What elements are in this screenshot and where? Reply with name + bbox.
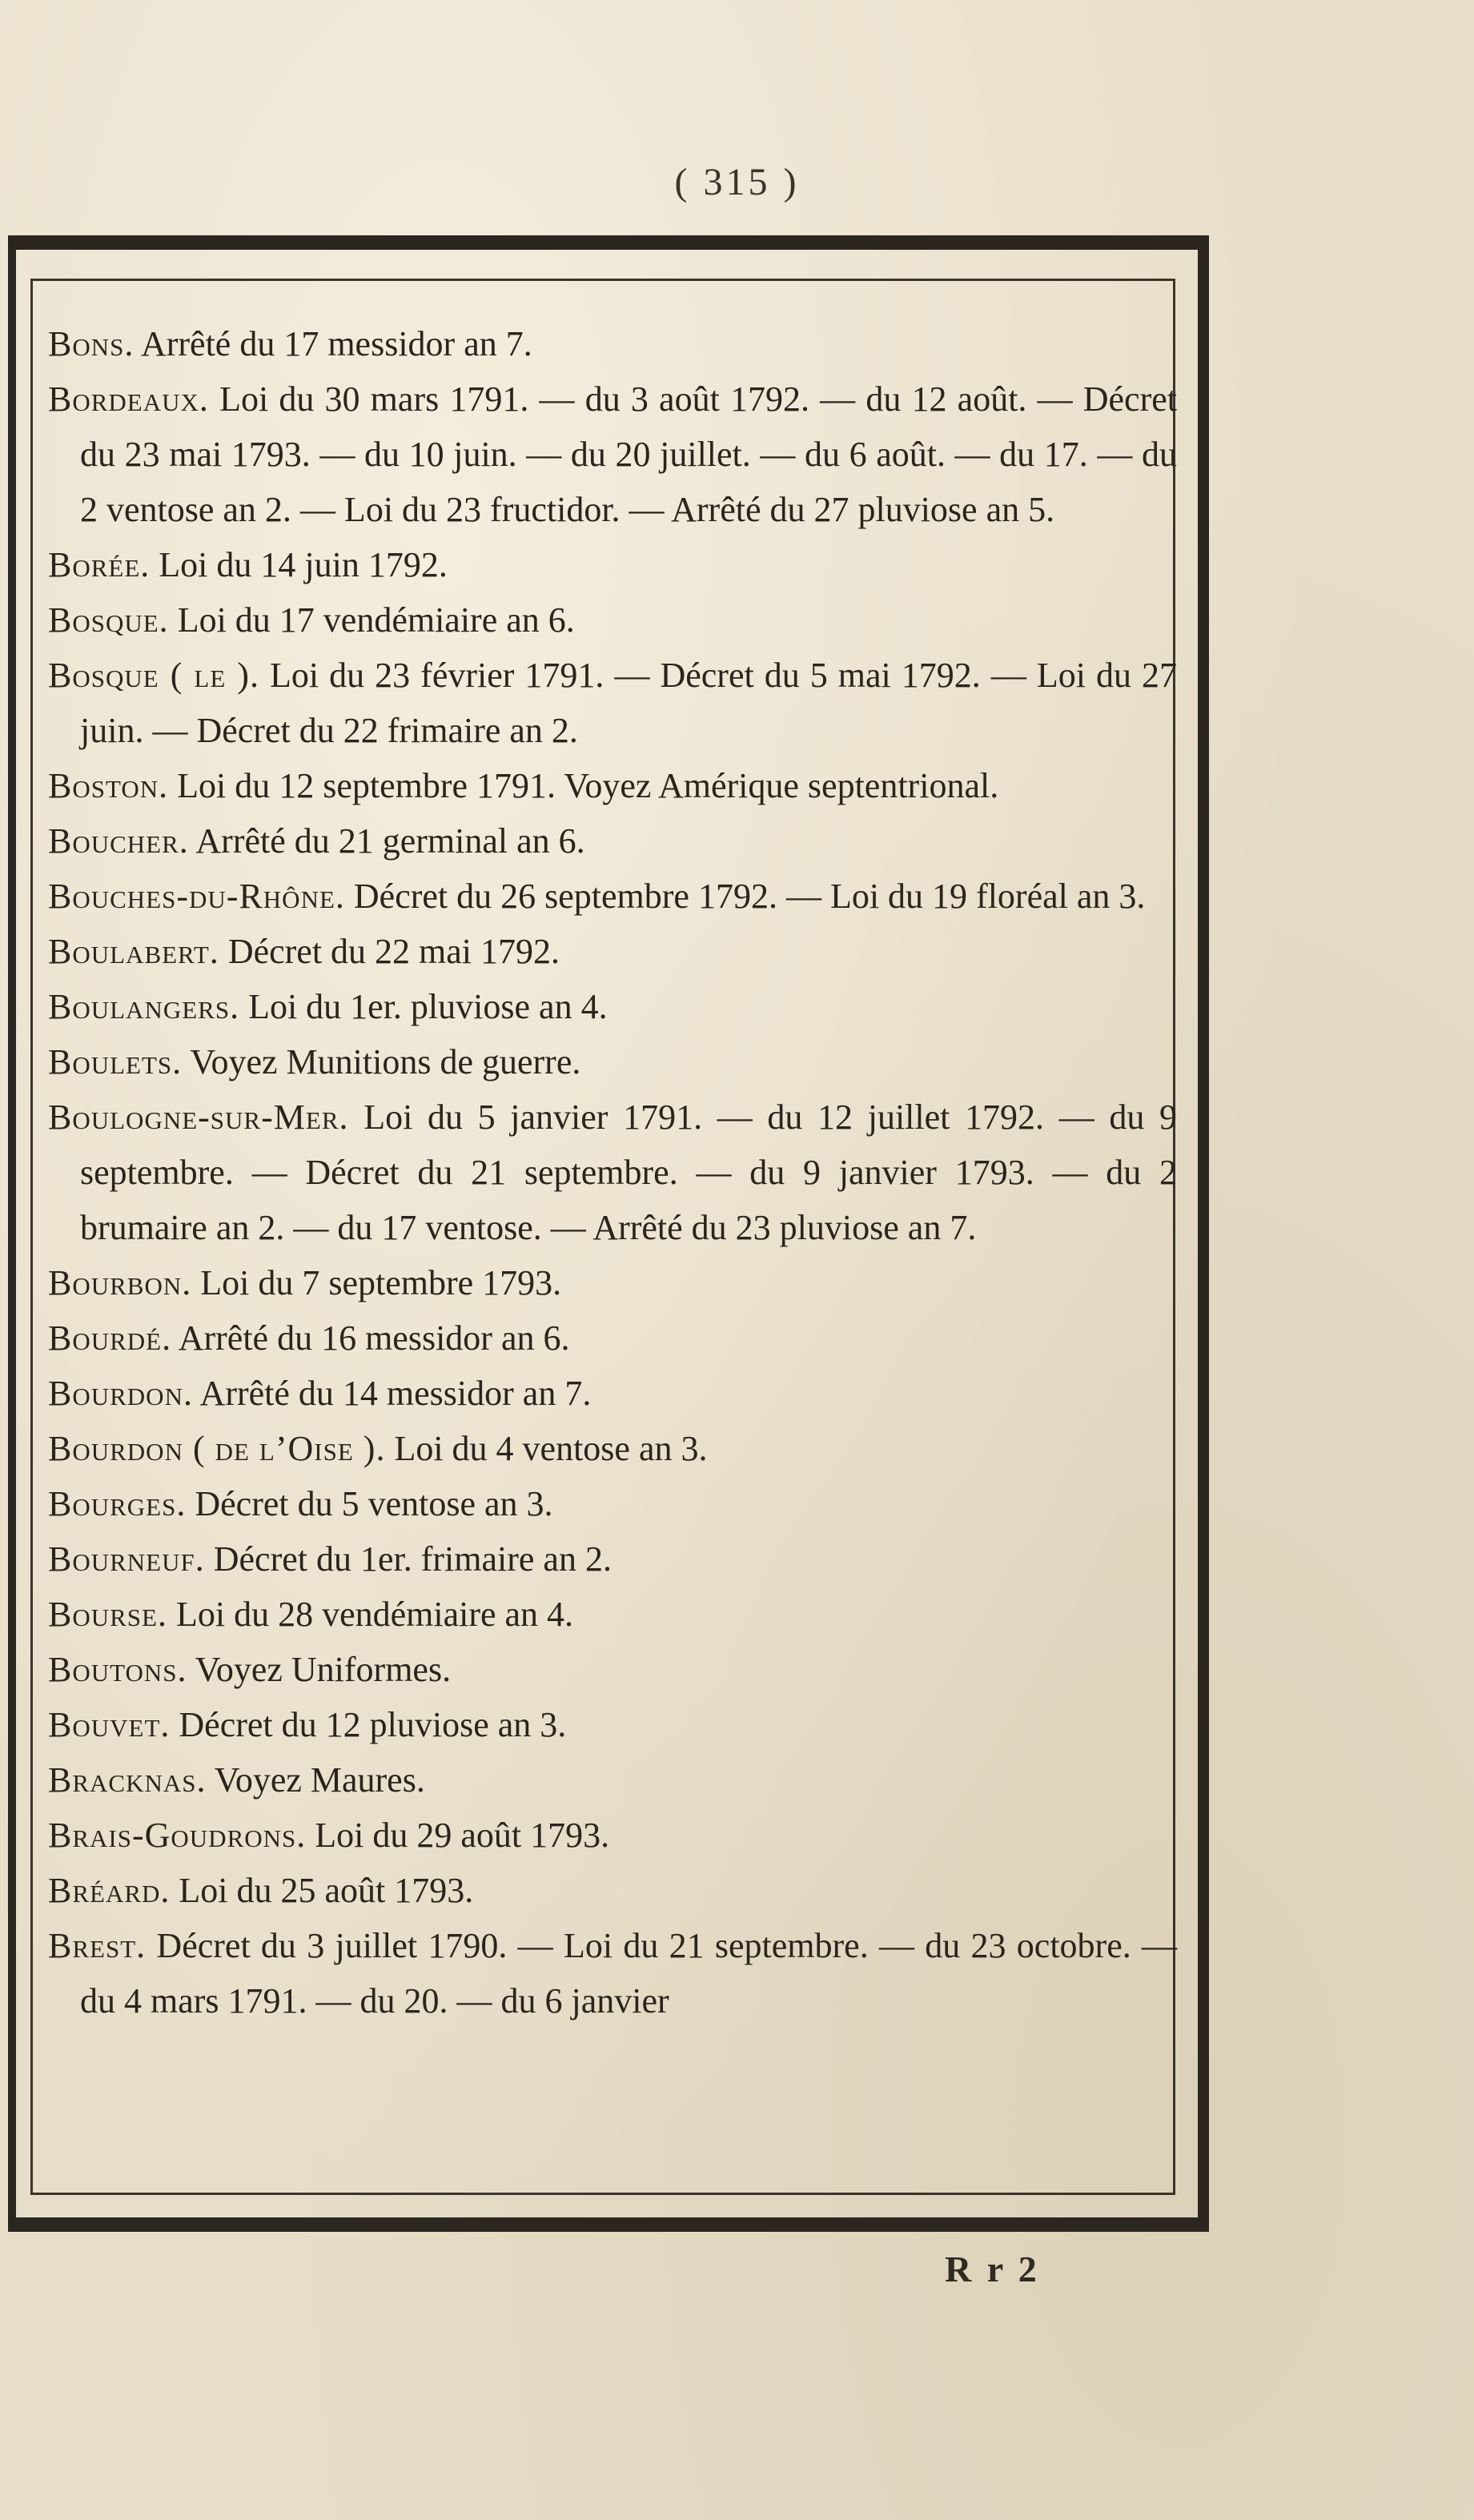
entry-text: Loi du 14 juin 1792. (159, 545, 448, 584)
entry-text: Arrêté du 16 messidor an 6. (178, 1318, 570, 1358)
entry-text: Loi du 4 ventose an 3. (394, 1429, 708, 1468)
entry-name: Boulangers. (48, 987, 240, 1026)
entry-text: Loi du 1er. pluviose an 4. (248, 987, 608, 1026)
entry-text: Loi du 28 vendémiaire an 4. (175, 1595, 574, 1634)
entry (48, 1255, 1177, 1310)
entry-name: Bourdon. (48, 1374, 193, 1413)
entry (48, 924, 1177, 979)
entry (48, 1366, 1177, 1421)
entry-name: Boulabert. (48, 932, 219, 971)
entry (48, 813, 1177, 869)
entry-name: Bourse. (48, 1595, 167, 1634)
entry (48, 1752, 1177, 1808)
entry-name: Bourneuf. (48, 1539, 205, 1579)
entry-text: Arrêté du 14 messidor an 7. (199, 1374, 592, 1413)
entry-text: Décret du 3 juillet 1790. — Loi du 21 septembre. — du 23 octobre. — du 4 mars 1791. — du 20. — du 6 janvier (80, 1926, 1177, 2020)
entry (48, 1808, 1177, 1863)
entry-text: Loi du 25 août 1793. (179, 1871, 474, 1910)
entry (48, 537, 1177, 592)
entry (48, 1476, 1177, 1531)
signature-mark: R r 2 (945, 2249, 1040, 2289)
entry-text: Voyez Munitions de guerre. (190, 1042, 581, 1081)
entry (48, 1089, 1177, 1255)
entry-name: Bouvet. (48, 1705, 171, 1744)
entry-name: Bosque ( le ). (48, 656, 259, 695)
entry-name: Bourdé. (48, 1318, 172, 1358)
entry-text: Décret du 22 mai 1792. (227, 932, 560, 971)
entry-text: Loi du 23 février 1791. — Décret du 5 mai 1792. — Loi du 27 juin. — Décret du 22 frimaire an 2. (80, 656, 1177, 750)
entry (48, 1034, 1177, 1089)
entry-name: Bouches-du-Rhône. (48, 877, 345, 916)
entry-name: Bréard. (48, 1871, 171, 1910)
index-entries (48, 316, 1177, 2028)
entry-name: Bracknas. (48, 1760, 207, 1800)
entry (48, 1642, 1177, 1697)
entry (48, 1697, 1177, 1752)
entry-name: Brest. (48, 1926, 147, 1965)
page-number: ( 315 ) (674, 161, 800, 203)
entry (48, 1531, 1177, 1587)
entry (48, 316, 1177, 371)
entry-text: Voyez Uniformes. (195, 1650, 452, 1689)
entry-name: Bosque. (48, 600, 169, 640)
entry-text: Loi du 30 mars 1791. — du 3 août 1792. — du 12 août. — Décret du 23 mai 1793. — du 10 juin. — du 20 juillet. — du 6 août. — du 17. — du 2 ventose an 2. — Loi du 23 fructidor. — Arrêté du 27 pluviose an 5. (80, 379, 1177, 529)
entry-name: Bons. (48, 324, 135, 363)
entry-name: Bourdon ( de l’Oise ). (48, 1429, 386, 1468)
entry-text: Voyez Maures. (214, 1760, 425, 1800)
entry (48, 592, 1177, 648)
entry-text: Loi du 12 septembre 1791. Voyez Amérique septentrional. (177, 766, 999, 805)
entry-text: Loi du 17 vendémiaire an 6. (177, 600, 575, 640)
entry-text: Loi du 29 août 1793. (315, 1816, 610, 1855)
entry (48, 1421, 1177, 1476)
entry-text: Loi du 7 septembre 1793. (200, 1263, 562, 1302)
entry-name: Boucher. (48, 821, 189, 861)
entry-text: Décret du 5 ventose an 3. (195, 1484, 553, 1523)
entry-text: Décret du 26 septembre 1792. — Loi du 19 floréal an 3. (353, 877, 1146, 916)
entry-text: Décret du 12 pluviose an 3. (179, 1705, 567, 1744)
entry (48, 1863, 1177, 1918)
entry (48, 371, 1177, 537)
entry (48, 1310, 1177, 1366)
entry (48, 869, 1177, 924)
entry-text: Décret du 1er. frimaire an 2. (213, 1539, 612, 1579)
entry-name: Brais-Goudrons. (48, 1816, 307, 1855)
entry-name: Boutons. (48, 1650, 187, 1689)
entry-name: Bourges. (48, 1484, 187, 1523)
entry (48, 1918, 1177, 2028)
entry (48, 758, 1177, 813)
entry-text: Arrêté du 17 messidor an 7. (140, 324, 532, 363)
entry-name: Bordeaux. (48, 379, 209, 419)
entry-text: Loi du 5 janvier 1791. — du 12 juillet 1792. — du 9 septembre. — Décret du 21 septembre. — du 9 janvier 1793. — du 2 brumaire an 2. — du 17 ventose. — Arrêté du 23 pluviose an 7. (80, 1097, 1178, 1247)
entry-text: Arrêté du 21 germinal an 6. (195, 821, 585, 861)
entry-name: Boston. (48, 766, 169, 805)
entry (48, 1587, 1177, 1642)
entry-name: Borée. (48, 545, 151, 584)
entry-name: Bourbon. (48, 1263, 192, 1302)
entry (48, 648, 1177, 758)
entry (48, 979, 1177, 1034)
entry-name: Boulogne-sur-Mer. (48, 1097, 349, 1137)
entry-name: Boulets. (48, 1042, 183, 1081)
